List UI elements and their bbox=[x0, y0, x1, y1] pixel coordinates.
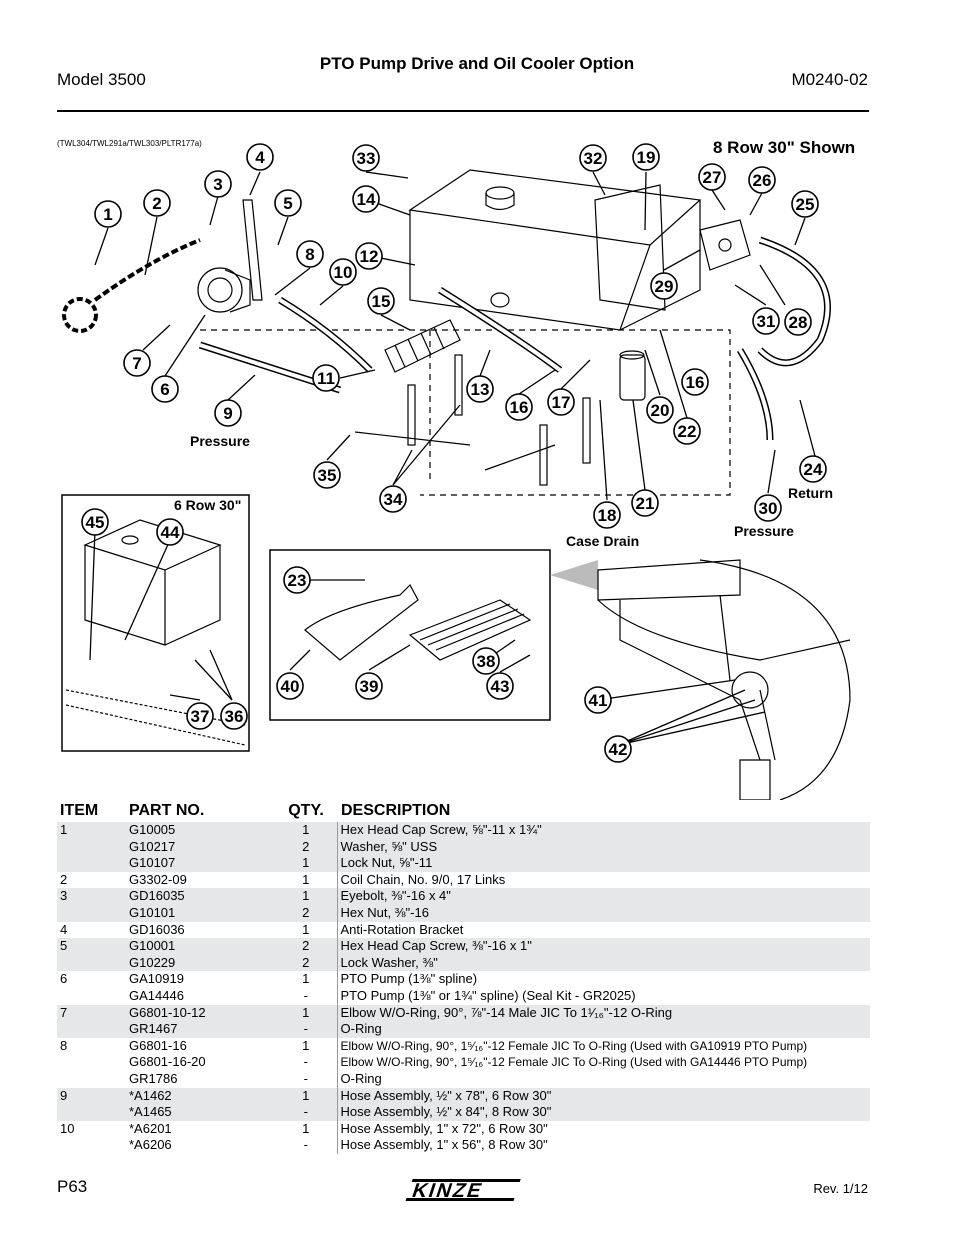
description-cell: PTO Pump (1⅜" or 1¾" spline) (Seal Kit - GR2025) bbox=[337, 988, 870, 1005]
table-row bbox=[57, 1038, 870, 1055]
callout-10: 10 bbox=[333, 263, 353, 282]
part-no-cell: GA10919 bbox=[129, 971, 184, 987]
part-no-cell: G10217 bbox=[121, 839, 275, 856]
page-title: PTO Pump Drive and Oil Cooler Option bbox=[319, 54, 635, 73]
part-no-cell: GD16036 bbox=[129, 921, 185, 937]
table-row bbox=[57, 1071, 870, 1088]
callout-29: 29 bbox=[654, 277, 674, 296]
callout-14: 14 bbox=[356, 190, 376, 209]
qty-cell: - bbox=[303, 1054, 308, 1070]
qty-cell: 2 bbox=[275, 938, 337, 955]
part-no-cell: G10107 bbox=[121, 855, 275, 872]
description-cell: Elbow W/O-Ring, 90°, ⅞"-14 Male JIC To 1¹⁄₁₆"-12 O-Ring bbox=[337, 1005, 870, 1022]
description-cell: PTO Pump (1⅜" spline) bbox=[337, 971, 870, 988]
table-row bbox=[57, 955, 870, 972]
description-cell: Hose Assembly, 1" x 56", 8 Row 30" bbox=[337, 1137, 870, 1154]
parts-diagram bbox=[0, 130, 954, 800]
item-cell bbox=[57, 855, 121, 872]
qty-cell: 1 bbox=[275, 1005, 337, 1022]
callout-28: 28 bbox=[788, 313, 808, 332]
item-cell: 1 bbox=[57, 822, 121, 839]
callout-9: 9 bbox=[223, 404, 233, 423]
qty-cell: 1 bbox=[302, 1037, 310, 1053]
callout-19: 19 bbox=[636, 148, 656, 167]
table-row bbox=[57, 1104, 870, 1121]
part-no-cell: G10101 bbox=[121, 905, 275, 922]
column-header-item: ITEM bbox=[60, 802, 99, 819]
item-cell bbox=[57, 1137, 121, 1154]
item-cell bbox=[57, 1104, 121, 1121]
table-row bbox=[57, 1137, 870, 1154]
figure-reference: (TWL304/TWL291a/TWL303/PLTR177a) bbox=[57, 139, 202, 148]
item-cell: 7 bbox=[57, 1005, 121, 1022]
callout-25: 25 bbox=[795, 195, 815, 214]
callout-12: 12 bbox=[359, 247, 379, 266]
part-no-cell: GA14446 bbox=[129, 987, 184, 1003]
qty-cell: 1 bbox=[302, 971, 310, 987]
callout-39: 39 bbox=[359, 677, 379, 696]
part-no-cell: *A1465 bbox=[121, 1104, 275, 1121]
description-cell: Eyebolt, ⅜"-16 x 4" bbox=[337, 888, 870, 905]
description-cell: Hose Assembly, ½" x 84", 8 Row 30" bbox=[337, 1104, 870, 1121]
table-row bbox=[57, 839, 870, 856]
label-case-drain: Case Drain bbox=[566, 533, 640, 549]
callout-16-upper: 16 bbox=[685, 373, 705, 392]
table-row bbox=[57, 872, 870, 889]
parts-table bbox=[57, 800, 870, 1154]
description-cell: Lock Washer, ⅜" bbox=[337, 955, 870, 972]
kinze-logo bbox=[404, 1175, 522, 1210]
description-cell: Elbow W/O-Ring, 90°, 1⁵⁄₁₆"-12 Female JIC To O-Ring (Used with GA14446 PTO Pump) bbox=[337, 1054, 870, 1071]
part-no-cell: GR1467 bbox=[121, 1021, 275, 1038]
qty-cell: - bbox=[275, 1104, 337, 1121]
part-no-cell: G6801-10-12 bbox=[121, 1005, 275, 1022]
callout-6: 6 bbox=[160, 380, 170, 399]
callout-16-lower: 16 bbox=[509, 398, 529, 417]
qty-cell: 1 bbox=[275, 822, 337, 839]
qty-cell: 1 bbox=[302, 871, 310, 887]
model-label: Model 3500 bbox=[57, 70, 146, 89]
part-no-cell: G10001 bbox=[121, 938, 275, 955]
table-row bbox=[57, 988, 870, 1005]
table-row bbox=[57, 1088, 870, 1105]
description-cell: Hose Assembly, 1" x 72", 6 Row 30" bbox=[337, 1121, 870, 1138]
item-cell: 4 bbox=[60, 921, 68, 937]
description-cell: Hex Head Cap Screw, ⅝"-11 x 1¾" bbox=[337, 822, 870, 839]
callout-23: 23 bbox=[287, 571, 307, 590]
description-cell: Hex Head Cap Screw, ⅜"-16 x 1" bbox=[337, 938, 870, 955]
callout-26: 26 bbox=[752, 171, 772, 190]
item-cell: 8 bbox=[60, 1037, 68, 1053]
item-cell: 10 bbox=[60, 1120, 75, 1136]
part-no-cell: G6801-16-20 bbox=[129, 1054, 206, 1070]
table-row bbox=[57, 938, 870, 955]
callout-15: 15 bbox=[371, 292, 391, 311]
label-return: Return bbox=[788, 485, 834, 501]
qty-cell: 1 bbox=[275, 888, 337, 905]
callout-17: 17 bbox=[551, 393, 571, 412]
callout-22: 22 bbox=[677, 422, 697, 441]
part-no-cell: *A6201 bbox=[129, 1120, 172, 1136]
item-cell bbox=[57, 1021, 121, 1038]
qty-cell: 1 bbox=[302, 921, 310, 937]
callout-35: 35 bbox=[317, 466, 337, 485]
inset-heading-6-row: 6 Row 30" bbox=[174, 497, 242, 513]
callout-37: 37 bbox=[190, 707, 210, 726]
callout-31: 31 bbox=[756, 312, 776, 331]
callout-11: 11 bbox=[317, 369, 335, 388]
description-cell: O-Ring bbox=[337, 1071, 870, 1088]
description-cell: Coil Chain, No. 9/0, 17 Links bbox=[337, 872, 870, 889]
callout-38: 38 bbox=[476, 652, 496, 671]
part-no-cell: G10229 bbox=[121, 955, 275, 972]
qty-cell: 1 bbox=[275, 855, 337, 872]
callout-36: 36 bbox=[224, 707, 244, 726]
figure-heading: 8 Row 30" Shown bbox=[713, 138, 856, 157]
description-cell: Anti-Rotation Bracket bbox=[337, 922, 870, 939]
column-header-part-no: PART NO. bbox=[129, 802, 205, 819]
item-cell: 5 bbox=[57, 938, 121, 955]
description-cell: Elbow W/O-Ring, 90°, 1⁵⁄₁₆"-12 Female JIC To O-Ring (Used with GA10919 PTO Pump) bbox=[337, 1038, 870, 1055]
table-row bbox=[57, 905, 870, 922]
item-cell bbox=[57, 1054, 121, 1071]
callout-42: 42 bbox=[608, 740, 628, 759]
description-cell: Lock Nut, ⅝"-11 bbox=[337, 855, 870, 872]
callout-4: 4 bbox=[255, 148, 265, 167]
description-cell: Hose Assembly, ½" x 78", 6 Row 30" bbox=[337, 1088, 870, 1105]
qty-cell: 1 bbox=[275, 1088, 337, 1105]
qty-cell: 2 bbox=[275, 839, 337, 856]
callout-3: 3 bbox=[213, 175, 223, 194]
callout-33: 33 bbox=[356, 149, 376, 168]
callout-7: 7 bbox=[132, 354, 142, 373]
callout-21: 21 bbox=[635, 494, 655, 513]
part-no-cell: G3302-09 bbox=[129, 871, 187, 887]
callout-5: 5 bbox=[283, 194, 293, 213]
part-no-cell: G6801-16 bbox=[129, 1037, 187, 1053]
callout-13: 13 bbox=[470, 380, 490, 399]
item-cell bbox=[57, 988, 121, 1005]
part-no-cell: GR1786 bbox=[129, 1070, 178, 1086]
callout-18: 18 bbox=[597, 506, 617, 525]
callout-43: 43 bbox=[490, 677, 510, 696]
qty-cell: 2 bbox=[275, 905, 337, 922]
callout-34: 34 bbox=[383, 490, 403, 509]
table-header-row bbox=[57, 800, 870, 822]
part-no-cell: G10005 bbox=[121, 822, 275, 839]
table-row bbox=[57, 1021, 870, 1038]
part-no-cell: *A1462 bbox=[121, 1088, 275, 1105]
item-cell: 6 bbox=[60, 971, 68, 987]
description-cell: Hex Nut, ⅜"-16 bbox=[337, 905, 870, 922]
callout-1: 1 bbox=[103, 205, 113, 224]
hydraulic-tank-drawing bbox=[410, 170, 700, 330]
table-row bbox=[57, 888, 870, 905]
callout-30: 30 bbox=[758, 499, 778, 518]
part-no-cell: *A6206 bbox=[129, 1137, 172, 1153]
callout-41: 41 bbox=[588, 691, 608, 710]
callout-32: 32 bbox=[583, 149, 603, 168]
label-pressure-left: Pressure bbox=[190, 433, 250, 449]
table-row bbox=[57, 1054, 870, 1071]
table-row bbox=[57, 971, 870, 988]
item-cell bbox=[57, 1071, 121, 1088]
callout-2: 2 bbox=[152, 194, 162, 213]
column-header-qty: QTY. bbox=[288, 802, 324, 819]
callout-8: 8 bbox=[305, 245, 315, 264]
page-number: P63 bbox=[57, 1177, 88, 1196]
description-cell: O-Ring bbox=[337, 1021, 870, 1038]
table-row bbox=[57, 1121, 870, 1138]
qty-cell: 2 bbox=[275, 955, 337, 972]
revision-label: Rev. 1/12 bbox=[813, 1181, 868, 1196]
svg-text:KINZE: KINZE bbox=[409, 1179, 487, 1202]
callout-27: 27 bbox=[702, 168, 722, 187]
item-cell bbox=[57, 839, 121, 856]
callout-24: 24 bbox=[803, 460, 823, 479]
callout-20: 20 bbox=[650, 401, 670, 420]
qty-cell: - bbox=[275, 1021, 337, 1038]
table-row bbox=[57, 822, 870, 839]
part-no-cell: GD16035 bbox=[121, 888, 275, 905]
qty-cell: 1 bbox=[302, 1120, 310, 1136]
item-cell: 9 bbox=[57, 1088, 121, 1105]
table-row bbox=[57, 922, 870, 939]
table-row bbox=[57, 1005, 870, 1022]
document-number: M0240-02 bbox=[791, 70, 868, 89]
callout-44: 44 bbox=[160, 523, 180, 542]
callout-45: 45 bbox=[85, 513, 105, 532]
header-divider bbox=[57, 110, 869, 112]
table-row bbox=[57, 855, 870, 872]
item-cell: 3 bbox=[57, 888, 121, 905]
callout-40: 40 bbox=[280, 677, 300, 696]
qty-cell: - bbox=[303, 1137, 308, 1153]
qty-cell: - bbox=[303, 987, 308, 1003]
label-pressure-right: Pressure bbox=[734, 523, 794, 539]
item-cell bbox=[57, 905, 121, 922]
description-cell: Washer, ⅝" USS bbox=[337, 839, 870, 856]
item-cell: 2 bbox=[60, 871, 68, 887]
qty-cell: - bbox=[303, 1070, 308, 1086]
column-header-description: DESCRIPTION bbox=[341, 802, 451, 819]
item-cell bbox=[57, 955, 121, 972]
